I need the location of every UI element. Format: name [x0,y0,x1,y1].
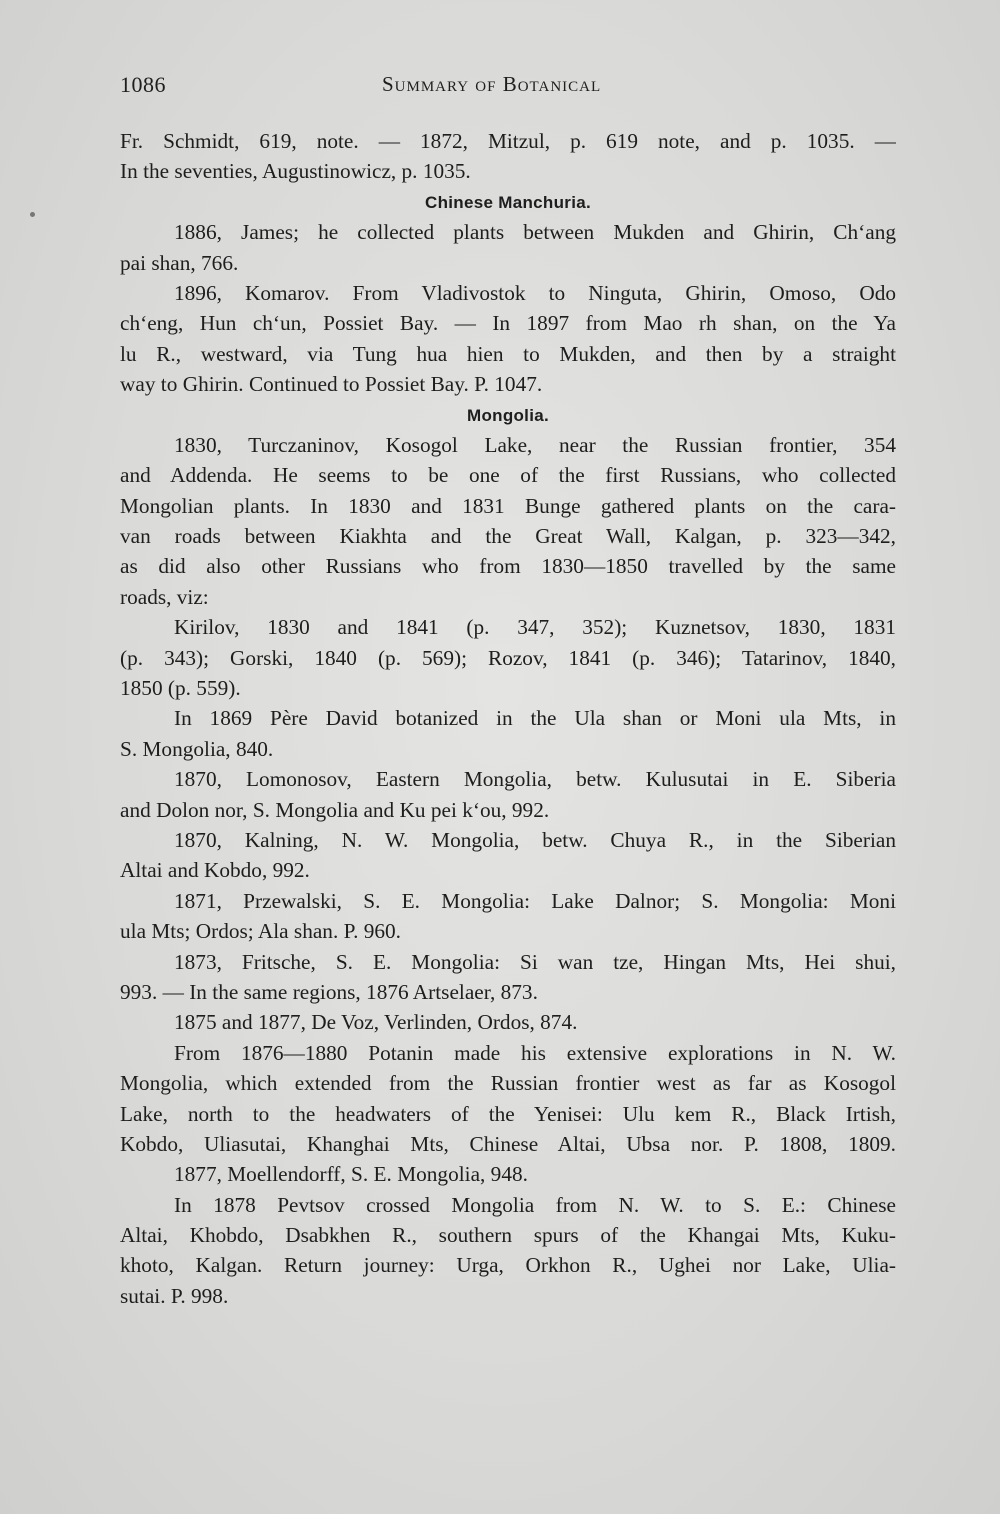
text-line: Kobdo, Uliasutai, Khanghai Mts, Chinese Altai, Ubsa nor. P. 1808, 1809. [120,1131,896,1156]
text-line: and Addenda. He seems to be one of the first Russians, who collected [120,463,896,488]
text-line: In 1878 Pevtsov crossed Mongolia from N. W. to S. E.: Chinese [174,1192,896,1217]
text-line: In 1869 Père David botanized in the Ula shan or Moni ula Mts, in [174,706,896,731]
running-head: Summary of Botanical [382,72,602,96]
page-number: 1086 [120,72,166,97]
text-line: 1871, Przewalski, S. E. Mongolia: Lake Dalnor; S. Mongolia: Moni [174,888,896,913]
text-line: Fr. Schmidt, 619, note. — 1872, Mitzul, p. 619 note, and p. 1035. — [120,129,896,153]
text-line: 1896, Komarov. From Vladivostok to Ninguta, Ghirin, Omoso, Odo [174,280,896,305]
margin-dot-mark [30,212,35,217]
text-line: way to Ghirin. Continued to Possiet Bay. P. 1047. [120,372,543,397]
text-line: 993. — In the same regions, 1876 Artselaer, 873. [120,979,538,1004]
text-line: (p. 343); Gorski, 1840 (p. 569); Rozov, 1841 (p. 346); Tatarinov, 1840, [120,645,896,670]
text-line: chʻeng, Hun chʻun, Possiet Bay. — In 1897 from Mao rh shan, on the Ya [120,311,896,336]
text-line: 1850 (p. 559). [120,676,241,701]
section-heading: Chinese Manchuria. [425,192,591,212]
text-line: 1870, Lomonosov, Eastern Mongolia, betw. Kulusutai in E. Siberia [174,767,896,792]
text-line: van roads between Kiakhta and the Great Wall, Kalgan, p. 323—342, [120,524,896,549]
text-line: 1875 and 1877, De Voz, Verlinden, Ordos, 874. [174,1010,578,1035]
text-line: Altai, Khobdo, Dsabkhen R., southern spurs of the Khangai Mts, Kuku- [120,1223,896,1248]
text-line: and Dolon nor, S. Mongolia and Ku pei kʻou, 992. [120,797,550,822]
text-line: sutai. P. 998. [120,1283,229,1308]
section-heading: Mongolia. [466,405,550,425]
text-line: Mongolian plants. In 1830 and 1831 Bunge gathered plants on the cara- [120,493,896,518]
text-line: pai shan, 766. [120,250,239,275]
text-line: as did also other Russians who from 1830—1850 travelled by the same [120,554,896,579]
text-line: roads, viz: [120,584,209,609]
text-line: Mongolia, which extended from the Russian frontier west as far as Kosogol [120,1071,896,1096]
text-line: 1877, Moellendorff, S. E. Mongolia, 948. [174,1162,528,1187]
text-line: 1886, James; he collected plants between Mukden and Ghirin, Chʻang [174,220,896,245]
text-line: 1873, Fritsche, S. E. Mongolia: Si wan tze, Hingan Mts, Hei shui, [174,949,896,974]
text-line: From 1876—1880 Potanin made his extensive explorations in N. W. [174,1040,896,1065]
text-line: lu R., westward, via Tung hua hien to Mukden, and then by a straight [120,341,896,366]
text-line: Lake, north to the headwaters of the Yenisei: Ulu kem R., Black Irtish, [120,1101,896,1126]
text-line: In the seventies, Augustinowicz, p. 1035. [120,159,471,184]
text-line: S. Mongolia, 840. [120,736,274,761]
page-header [120,72,896,106]
text-line: 1870, Kalning, N. W. Mongolia, betw. Chuya R., in the Siberian [174,827,896,852]
text-line: khoto, Kalgan. Return journey: Urga, Orkhon R., Ughei nor Lake, Ulia- [120,1253,896,1278]
text-line: Kirilov, 1830 and 1841 (p. 347, 352); Kuznetsov, 1830, 1831 [174,615,896,640]
text-line: Altai and Kobdo, 992. [120,858,310,883]
text-line: ula Mts; Ordos; Ala shan. P. 960. [120,919,402,944]
body-text [120,126,896,1311]
text-line: 1830, Turczaninov, Kosogol Lake, near the Russian frontier, 354 [174,432,896,457]
